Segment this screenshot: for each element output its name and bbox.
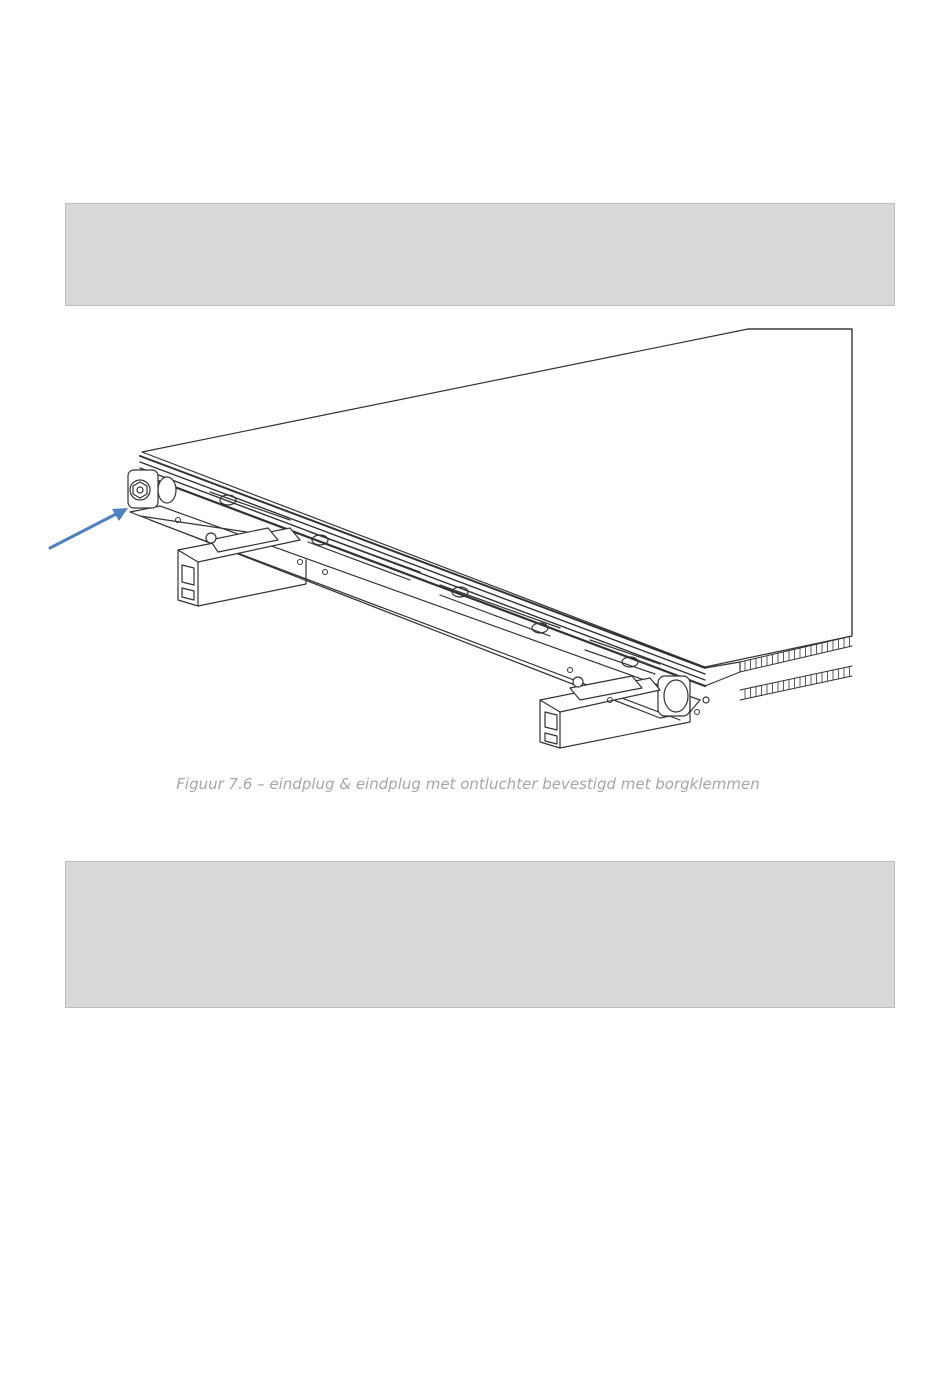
arrow-pointer-icon [50,508,128,548]
note-box-top [65,203,895,306]
technical-drawing-figure [40,325,870,755]
figure-caption: Figuur 7.6 – eindplug & eindplug met ontluchter bevestigd met borgklemmen [176,775,760,793]
left-end-plug [128,470,176,508]
note-box-bottom [65,861,895,1008]
right-end-plug [658,676,709,716]
